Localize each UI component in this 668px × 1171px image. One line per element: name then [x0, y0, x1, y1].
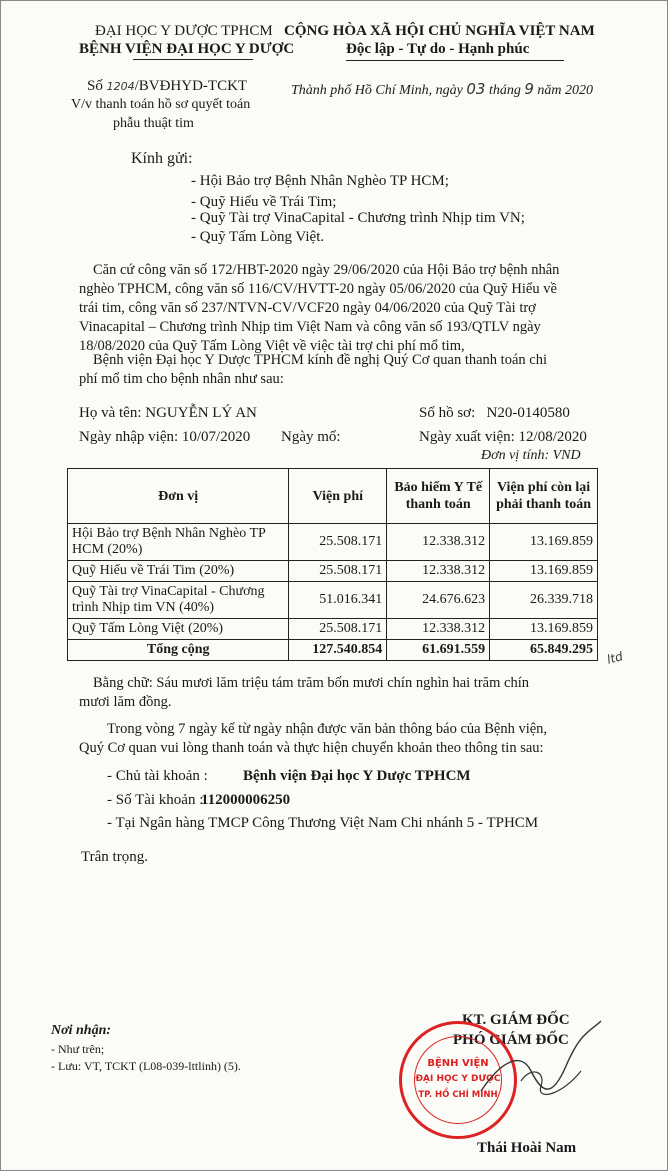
table-cell: 12.338.312 — [387, 619, 490, 640]
admission-date: Ngày nhập viện: 10/07/2020 — [79, 429, 251, 445]
greeting: Kính gửi: — [131, 150, 193, 167]
table-cell: 13.169.859 — [490, 561, 598, 582]
paragraph-1-line: trái tim, công văn số 237/NTVN-CV/VCF20 ngày 04/06/2020 của Quỹ Tài trợ — [79, 300, 536, 316]
account-number-label: - Số Tài khoản : — [107, 792, 204, 808]
unit-note: Đơn vị tính: VND — [481, 448, 581, 463]
recipients-title: Nơi nhận: — [51, 1023, 112, 1038]
document-number: Số 1204/BVĐHYD-TCKT — [87, 78, 248, 94]
table-cell: 51.016.341 — [289, 582, 387, 619]
recipients-list-item: - Lưu: VT, TCKT (L08-039-lttlinh) (5). — [51, 1059, 241, 1073]
paragraph-2-line: Bệnh viện Đại học Y Dược TPHCM kính đề nghị Quý Cơ quan thanh toán chi — [93, 352, 547, 368]
document-number-handwritten: 1204 — [106, 80, 135, 93]
patient-name: Họ và tên: NGUYỄN LÝ AN — [79, 405, 257, 421]
column-header: Viện phí còn lại phải thanh toán — [490, 469, 598, 524]
table-row — [68, 582, 598, 619]
table-cell: 61.691.559 — [387, 640, 490, 661]
account-number-value: 112000006250 — [201, 792, 291, 808]
country-name: CỘNG HÒA XÃ HỘI CHỦ NGHĨA VIỆT NAM — [284, 23, 595, 39]
table-cell: 12.338.312 — [387, 524, 490, 561]
seal-text: ĐẠI HỌC Y DƯỢC — [415, 1074, 501, 1084]
national-motto: Độc lập - Tự do - Hạnh phúc — [346, 41, 530, 57]
header-left-underline — [133, 59, 253, 60]
subject-line-2: phẫu thuật tim — [113, 116, 194, 131]
table-header-row — [68, 469, 598, 524]
table-cell: 24.676.623 — [387, 582, 490, 619]
table-cell: 25.508.171 — [289, 524, 387, 561]
table-cell: Tổng cộng — [68, 640, 289, 661]
recipient-item: - Quỹ Tài trợ VinaCapital - Chương trình Nhịp tim VN; — [191, 210, 525, 226]
record-number: Số hồ sơ: N20-0140580 — [419, 405, 570, 421]
seal-text: BỆNH VIỆN — [427, 1058, 489, 1069]
table-cell: Quỹ Tài trợ VinaCapital - Chương trình Nhịp tim VN (40%) — [68, 582, 289, 619]
subject-line-1: V/v thanh toán hồ sơ quyết toán — [71, 97, 251, 112]
account-holder-value: Bệnh viện Đại học Y Dược TPHCM — [243, 768, 471, 784]
table-cell: Quỹ Tấm Lòng Việt (20%) — [68, 619, 289, 640]
account-holder-label: - Chủ tài khoản : — [107, 768, 208, 784]
paragraph-2-line: phí mổ tim cho bệnh nhân như sau: — [79, 371, 284, 387]
paragraph-1-line: Căn cứ công văn số 172/HBT-2020 ngày 29/06/2020 của Hội Bảo trợ bệnh nhân — [93, 262, 560, 278]
paragraph-1-line: 18/08/2020 của Quỹ Tấm Lòng Việt về việc tài trợ chi phí mổ tim, — [79, 338, 465, 354]
document-date: Thành phố Hồ Chí Minh, ngày 03 tháng 9 năm 2020 — [291, 80, 594, 98]
fee-table — [67, 468, 598, 661]
column-header: Viện phí — [289, 469, 387, 524]
payment-instruction: Trong vòng 7 ngày kể từ ngày nhận được văn bản thông báo của Bệnh viện, — [107, 721, 548, 737]
table-cell: 127.540.854 — [289, 640, 387, 661]
recipient-item: - Quỹ Tấm Lòng Việt. — [191, 229, 325, 245]
seal-text: TP. HỒ CHÍ MINH — [418, 1090, 498, 1100]
recipient-item: - Hội Bảo trợ Bệnh Nhân Nghèo TP HCM; — [191, 173, 449, 189]
table-cell: 25.508.171 — [289, 619, 387, 640]
header-right-underline — [346, 60, 564, 61]
paragraph-1-line: Vinacapital – Chương trình Nhịp tim Việt Nam và công văn số 193/QTLV ngày — [79, 319, 541, 335]
hospital-name: BỆNH VIỆN ĐẠI HỌC Y DƯỢC — [79, 41, 295, 57]
signature-icon — [471, 1011, 611, 1111]
signature-title: KT. GIÁM ĐỐC — [462, 1012, 570, 1028]
signature-subtitle: PHÓ GIÁM ĐỐC — [453, 1032, 569, 1048]
signer-name: Thái Hoài Nam — [477, 1140, 577, 1156]
recipient-item: - Quỹ Hiểu về Trái Tim; — [191, 194, 337, 210]
table-cell: 12.338.312 — [387, 561, 490, 582]
table-cell: 13.169.859 — [490, 524, 598, 561]
table-cell: Hội Bảo trợ Bệnh Nhân Nghèo TP HCM (20%) — [68, 524, 289, 561]
closing: Trân trọng. — [81, 849, 148, 865]
org-name: ĐẠI HỌC Y DƯỢC TPHCM — [95, 23, 273, 39]
table-cell: 26.339.718 — [490, 582, 598, 619]
table-cell: 13.169.859 — [490, 619, 598, 640]
discharge-date: Ngày xuất viện: 12/08/2020 — [419, 429, 587, 445]
bank-name: - Tại Ngân hàng TMCP Công Thương Việt Nam Chi nhánh 5 - TPHCM — [107, 815, 539, 831]
column-header: Đơn vị — [68, 469, 289, 524]
table-row — [68, 619, 598, 640]
recipients-list-item: - Như trên; — [51, 1042, 105, 1056]
table-cell: Quỹ Hiểu về Trái Tim (20%) — [68, 561, 289, 582]
table-total-row — [68, 640, 598, 661]
column-header: Bảo hiểm Y Tế thanh toán — [387, 469, 490, 524]
table-cell: 25.508.171 — [289, 561, 387, 582]
table-row — [68, 561, 598, 582]
margin-note: ltd — [605, 649, 625, 667]
table-row — [68, 524, 598, 561]
paragraph-1-line: nghèo TPHCM, công văn số 116/CV/HVTT-20 ngày 05/06/2020 của Quỹ Hiểu về — [79, 281, 557, 297]
table-cell: 65.849.295 — [490, 640, 598, 661]
payment-instruction: Quý Cơ quan vui lòng thanh toán và thực hiện chuyển khoản theo thông tin sau: — [79, 740, 544, 756]
surgery-date: Ngày mổ: — [281, 429, 341, 445]
amount-in-words: mươi lăm đồng. — [79, 694, 172, 710]
amount-in-words: Bằng chữ: Sáu mươi lăm triệu tám trăm bốn mươi chín nghìn hai trăm chín — [93, 675, 529, 691]
